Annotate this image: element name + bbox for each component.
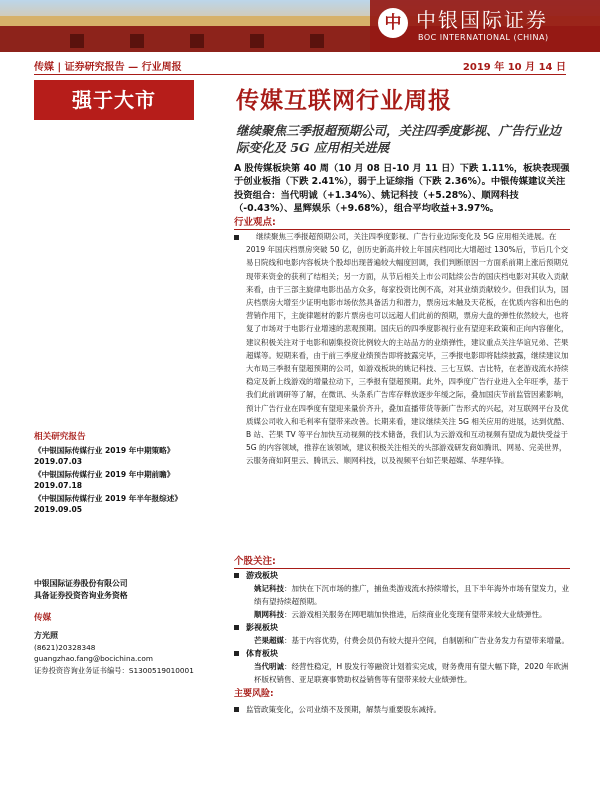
related-title: 《中银国际传媒行业 2019 年中期策略》 (34, 446, 175, 455)
header-banner (0, 0, 600, 52)
logo-text: 中银国际证券 (416, 8, 548, 32)
sector-name: 游戏板块 (246, 571, 278, 580)
stock-company: 芒果超媒 (254, 636, 284, 645)
risk-section (234, 703, 570, 716)
stock-company: 当代明诚 (254, 662, 284, 671)
sector-heading (234, 647, 570, 660)
risk-text: 监管政策变化，公司业绩不及预期，解禁与重要股东减持。 (246, 705, 441, 714)
risk-heading: 主要风险: (234, 689, 274, 699)
bullet-icon (234, 573, 239, 578)
sector-heading (234, 569, 570, 582)
related-title: 《中银国际传媒行业 2019 年半年报综述》 (34, 494, 182, 503)
summary-text: A 股传媒板块第 40 周（10 月 08 日-10 月 11 日）下跌 1.11%，板块表现强于创业板指（下跌 2.41%），弱于上证综指（下跌 2.36%）。中银传媒建议关注投资组合：当代明诚（+1.34%）、姚记科技（+5.28%）、顺网科技（-0.43%）、星辉娱乐（+9.68%），组合平均收益+3.97%。 (234, 163, 570, 214)
stocks-heading: 个股关注: (234, 553, 570, 569)
stock-item: 顺网科技：云游戏相关服务在网吧端加快推进，后续商业化变现有望带来较大业绩弹性。 (254, 610, 547, 619)
logo-text-en: BOC INTERNATIONAL (CHINA) (418, 33, 549, 42)
analyst-email[interactable]: guangzhao.fang@bocichina.com (34, 654, 153, 663)
stock-text: 经营性稳定，H 股发行等融资计划着实完成，财务费用有望大幅下降，2020 年欧洲杯版权销售、亚足联赛事赞助权益销售等有望带来较大业绩弹性。 (254, 662, 569, 684)
views-heading: 行业观点: (234, 214, 570, 230)
stock-text: 云游戏相关服务在网吧端加快推进，后续商业化变现有望带来较大业绩弹性。 (291, 610, 547, 619)
banner-window (130, 34, 144, 48)
page-title: 传媒互联网行业周报 (236, 87, 452, 114)
company-info: 中银国际证券股份有限公司 具备证券投资咨询业务资格 (34, 579, 128, 600)
related-item[interactable] (34, 445, 214, 467)
bullet-icon (234, 235, 239, 240)
related-heading: 相关研究报告 (34, 432, 86, 442)
banner-window (310, 34, 324, 48)
stock-text: 加快在下沉市场的推广，捕鱼类游戏流水持续增长，且下半年海外市场有望发力，业绩有望持续超预期。 (254, 584, 569, 606)
views-paragraph (234, 230, 570, 468)
risk-item (234, 703, 570, 716)
subheader (34, 56, 566, 75)
sector-heading (234, 621, 570, 634)
stock-item: 芒果超媒：基于内容优势，付费会员仍有较大提升空间，自制剧和广告业务发力有望带来增量。 (254, 636, 569, 645)
stocks-section (234, 569, 570, 686)
analyst-info (34, 630, 234, 676)
banner-window (70, 34, 84, 48)
related-date: 2019.07.18 (34, 481, 83, 490)
analyst-phone: (8621)20328348 (34, 642, 96, 652)
stock-item: 当代明诚：经营性稳定，H 股发行等融资计划着实完成，财务费用有望大幅下降，2020 年欧洲杯版权销售、亚足联赛事赞助权益销售等有望带来较大业绩弹性。 (254, 662, 569, 684)
related-title: 《中银国际传媒行业 2019 年中期前瞻》 (34, 470, 175, 479)
related-item[interactable] (34, 469, 214, 491)
logo (370, 0, 600, 52)
views-text: 继续聚焦三季报超预期公司，关注四季度影视、广告行业边际变化及 5G 应用相关进展。在 2019 年国庆档票房突破 50 亿，创历史新高并较上年国庆档同比大增超过 130%后，节后几个交易日院线和电影内容板块个股却出现普遍较大幅度回调，我们判断原因一方面系前期上涨后预期兑现带来资金的获利了结相关；另一方面，从节后相关上市公司陆续公告的国庆档电影对其收入贡献来看，由于三部主旋律电影出品方众多，每家投资比例不高，对其业绩贡献较少。但我们认为，国庆档票房大增至少证明电影市场依然具备活力和潜力，票房远未触及天花板，在优质内容和出色的营销作用下，主旋律题材的影片票房也可以远超人们此前的预期，票房大盘的弹性依然较大，也将复了市场对于电影行业增速的悲观预期。国庆后的四季度影视行业有望迎来政策和正向内容催化，建议积极关注对于电影和剧集投资比例较大的主站品方的业绩弹性，建议重点关注华谊兄弟、芒果超媒等。短期来看，由于前三季度业绩预告即将披露完毕，三季报电影即将陆续披露，继续建议加大布局三季报有望超预期的公司，如游戏板块的姚记科技、三七互娱、吉比特，在老游戏流水持续稳定及新上线游戏的增量拉动下，三季报有望超预期。此外，四季度广告行业进入全年旺季，基于我们此前调研等了解，在微讯、头条系广告库存释放逐步年缓之际，叠加国庆节前监管因素影响，预计广告行业在四季度有望迎来量价齐升，叠加直播带货等新广告形式的兴起，对互联网平台及优质媒公司收入和毛利率有望带来改善。长期来看，建议继续关注 5G 相关应用的进展，达到优酷、B 站、芒果 TV 等平台加快互动视频的技术储备，我们认为云游戏和互动视频有望成为最快受益于 5G 的内容领域，推荐在该领域，建议积极关注相关的头部游戏研发商如腾讯、网易、完美世界，云服务商如阿里云、腾讯云、顺网科技，以及视频平台如芒果超媒、华理华锋。 (246, 232, 569, 466)
page-subtitle: 继续聚焦三季报超预期公司，关注四季度影视、广告行业边际变化及 5G 应用相关进展 (236, 123, 562, 155)
stock-item: 姚记科技：加快在下沉市场的推广，捕鱼类游戏流水持续增长，且下半年海外市场有望发力，业绩有望持续超预期。 (254, 584, 569, 606)
boc-logo-icon: 中 (378, 8, 408, 38)
related-item[interactable] (34, 493, 214, 515)
bullet-icon (234, 625, 239, 630)
banner-window (250, 34, 264, 48)
report-date: 2019 年 10 月 14 日 (462, 62, 566, 73)
breadcrumb: 传媒 | 证券研究报告 — 行业周报 (34, 62, 182, 73)
analyst-cert: 证券投资咨询业务证书编号：S1300519010001 (34, 665, 194, 675)
sector-name: 影视板块 (246, 623, 278, 632)
rating-label: 强于大市 (72, 88, 156, 112)
stock-text: 基于内容优势，付费会员仍有较大提升空间，自制剧和广告业务发力有望带来增量。 (291, 636, 569, 645)
stock-company: 顺网科技 (254, 610, 284, 619)
analyst-name: 方光照 (34, 631, 58, 640)
rating-badge (34, 80, 194, 120)
stock-company: 姚记科技 (254, 584, 284, 593)
bullet-icon (234, 651, 239, 656)
related-reports (34, 430, 214, 517)
related-date: 2019.09.05 (34, 505, 83, 514)
sector-name: 体育板块 (246, 649, 278, 658)
banner-window (190, 34, 204, 48)
related-date: 2019.07.03 (34, 457, 83, 466)
views-section (234, 230, 570, 468)
bullet-icon (234, 707, 239, 712)
analyst-heading: 传媒 (34, 613, 52, 623)
